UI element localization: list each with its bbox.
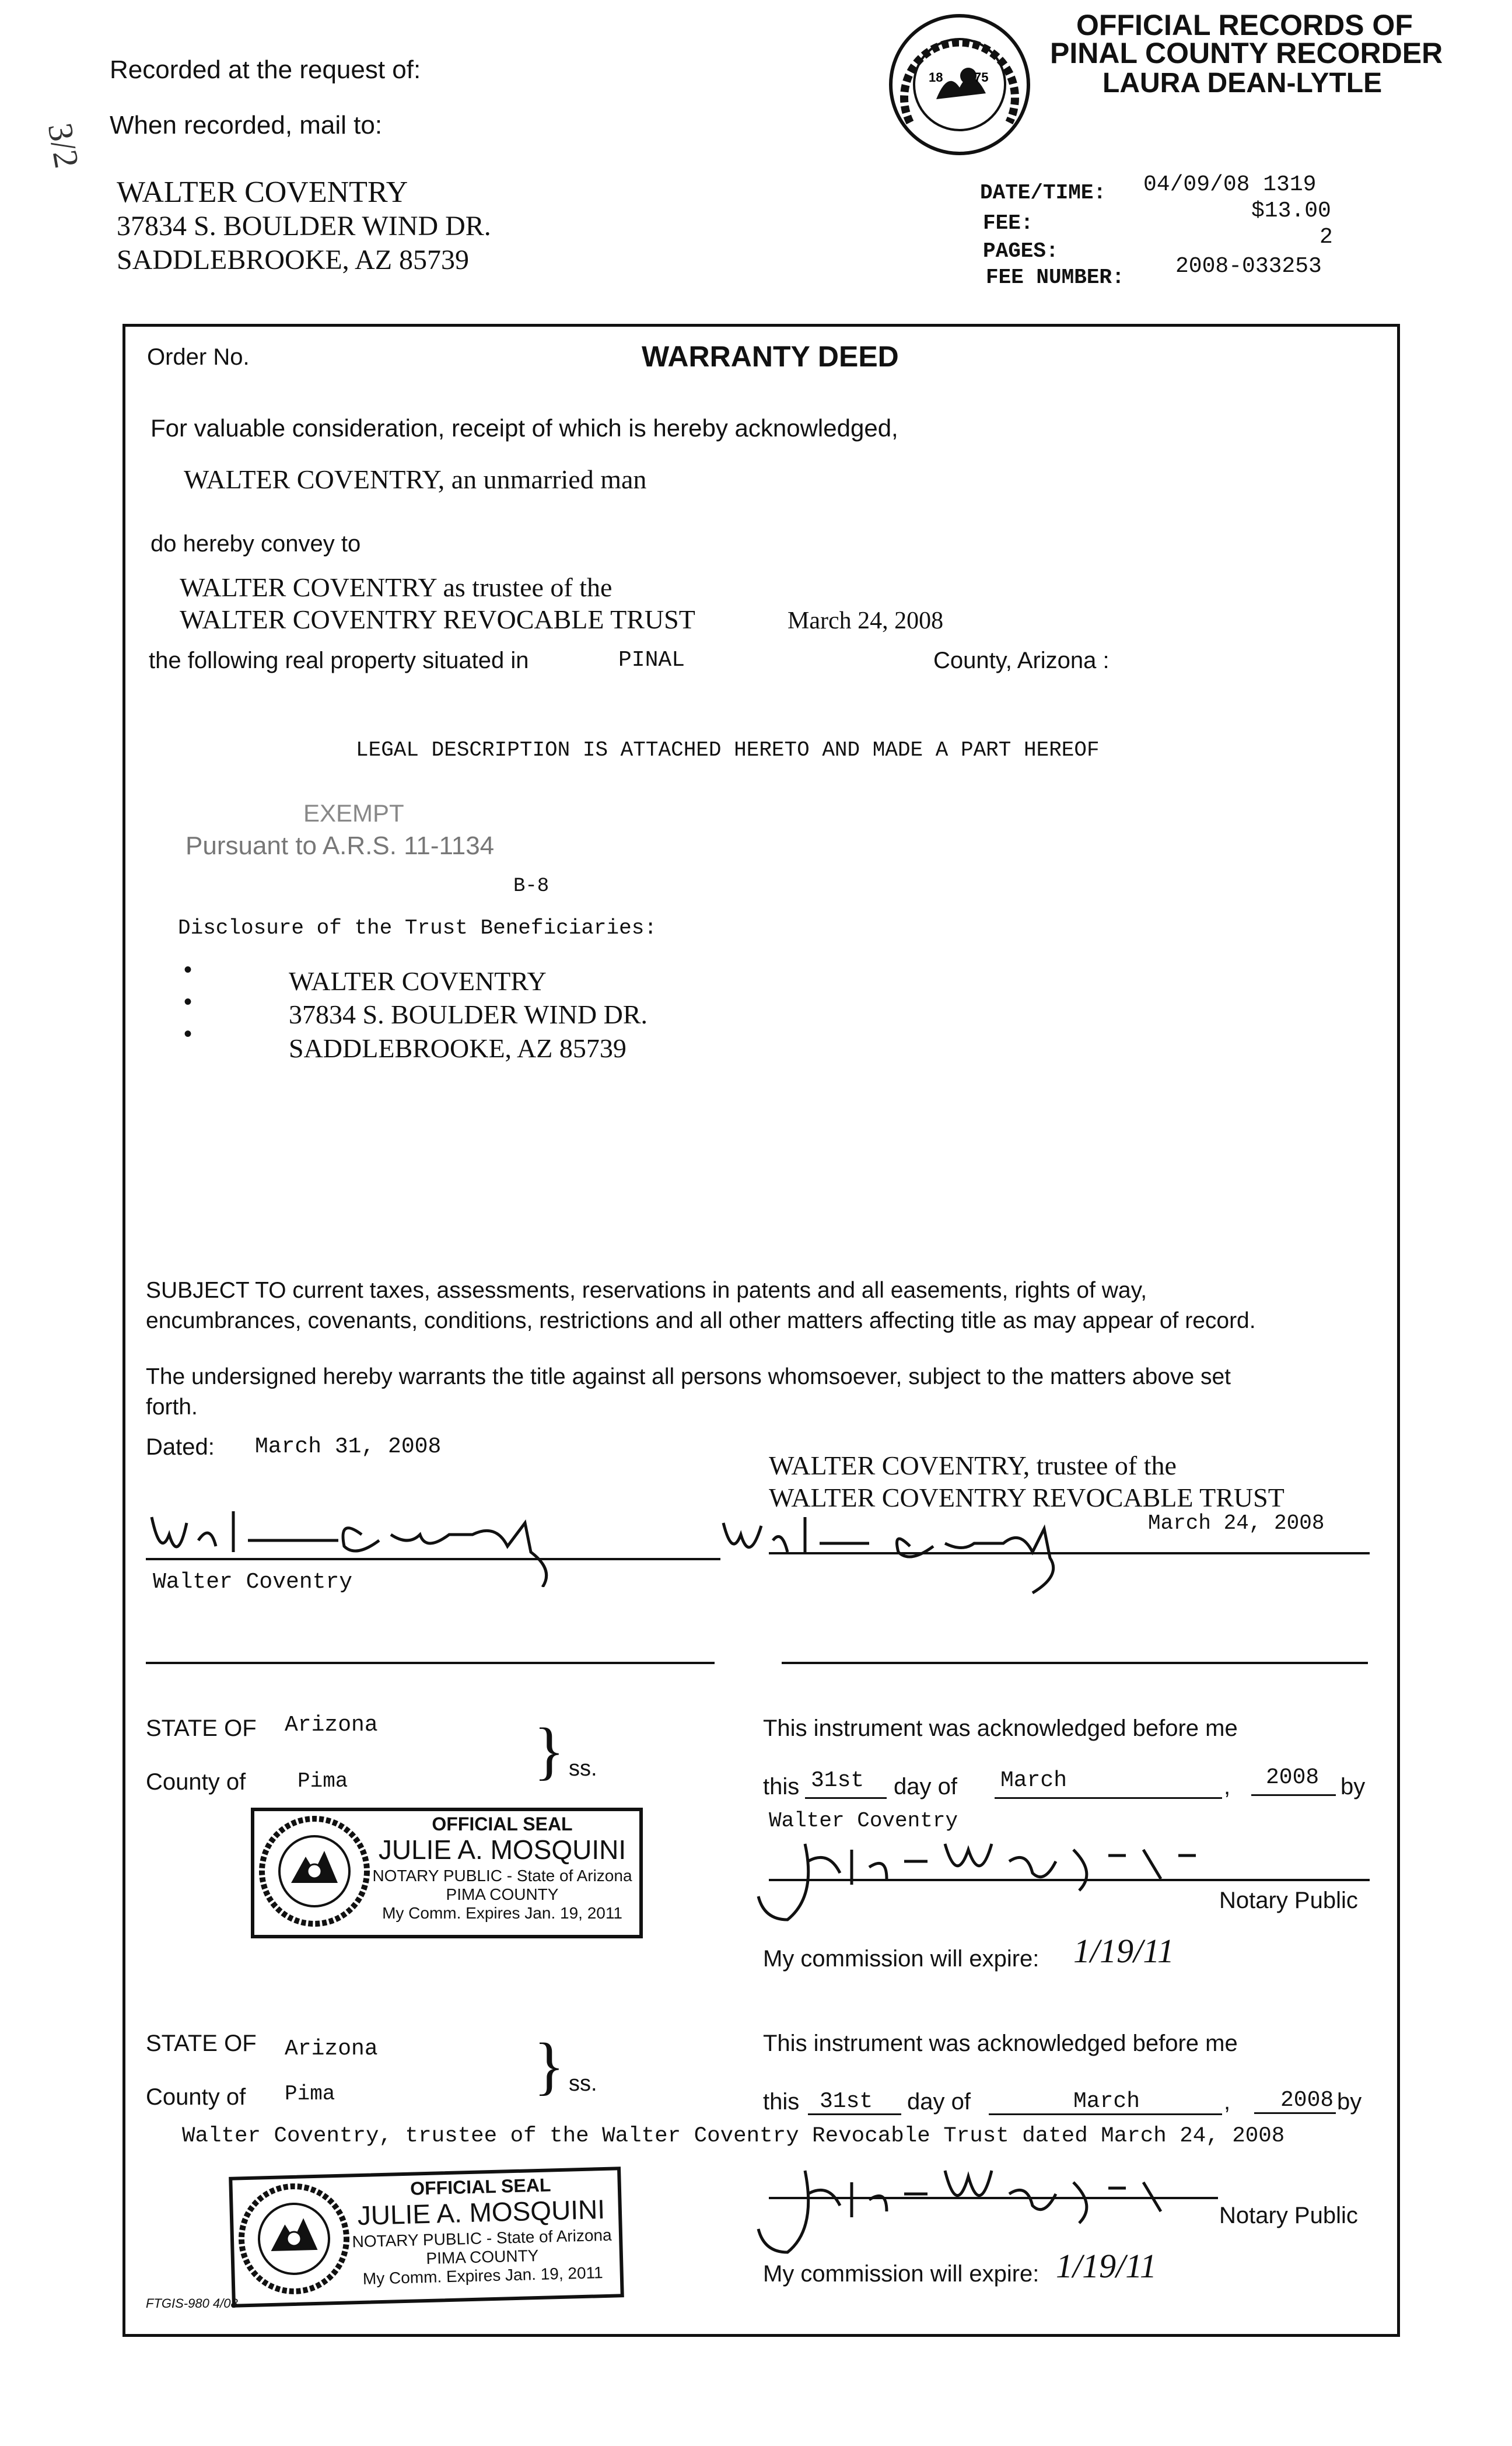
recorder-line1: OFFICIAL RECORDS OF	[1076, 9, 1413, 41]
date-time-value: 04/09/08 1319	[1143, 172, 1317, 197]
notary2-signature-line	[769, 2197, 1218, 2199]
exempt-stamp-line1: EXEMPT	[303, 799, 404, 827]
notary1-ss: ss.	[569, 1756, 597, 1781]
notary1-by-name: Walter Coventry	[769, 1809, 958, 1833]
notary1-county-label: County of	[146, 1769, 246, 1795]
notary2-expire-label: My commission will expire:	[763, 2261, 1040, 2287]
notary2-comma: ,	[1224, 2089, 1231, 2115]
notary2-year-blank	[1254, 2112, 1336, 2114]
pages-value: 2	[1320, 225, 1333, 250]
notary2-state-label: STATE OF	[146, 2031, 257, 2056]
notary1-seal-line3: NOTARY PUBLIC - State of Arizona	[372, 1867, 632, 1885]
notary1-state-label: STATE OF	[146, 1715, 257, 1741]
handwritten-margin-note: 3/2	[40, 120, 86, 171]
convey-text: do hereby convey to	[150, 531, 361, 557]
grantee-line1: WALTER COVENTRY as trustee of the	[180, 572, 612, 602]
notary2-brace: }	[534, 2030, 565, 2101]
notary2-notary-public: Notary Public	[1219, 2203, 1358, 2228]
mail-name: WALTER COVENTRY	[117, 176, 408, 209]
notary2-expire-value: 1/19/11	[1056, 2247, 1157, 2285]
trustee-signature	[718, 1511, 1126, 1599]
notary1-seal-line4: PIMA COUNTY	[446, 1885, 559, 1903]
notary1-ack: This instrument was acknowledged before me	[763, 1715, 1238, 1741]
notary1-seal-name: JULIE A. MOSQUINI	[378, 1834, 626, 1865]
notary2-this-label: this	[763, 2089, 800, 2115]
notary1-day-value: 31st	[811, 1768, 864, 1793]
grantor-signer-name: Walter Coventry	[153, 1570, 353, 1595]
svg-text:18: 18	[929, 70, 943, 85]
notary2-day-value: 31st	[820, 2089, 873, 2114]
exempt-stamp-line2: Pursuant to A.R.S. 11-1134	[186, 831, 495, 860]
notary1-seal-stamp	[251, 1808, 643, 1938]
fee-label: FEE:	[983, 211, 1034, 235]
subject-to-line2: encumbrances, covenants, conditions, restrictions and all other matters affecting title as may appear of record.	[146, 1308, 1256, 1333]
date-time-label: DATE/TIME:	[980, 181, 1107, 205]
notary2-seal-stamp	[229, 2167, 624, 2308]
notary1-comma: ,	[1224, 1774, 1231, 1799]
trustee-signature-line	[769, 1552, 1370, 1554]
mail-city: SADDLEBROOKE, AZ 85739	[117, 244, 470, 275]
recorder-line2: PINAL COUNTY RECORDER	[1050, 37, 1443, 69]
notary1-signature	[752, 1826, 1219, 1926]
notary2-signature	[752, 2147, 1219, 2258]
notary2-ack: This instrument was acknowledged before me	[763, 2031, 1238, 2056]
notary2-day-of: day of	[907, 2089, 971, 2115]
notary2-seal-name: JULIE A. MOSQUINI	[357, 2193, 606, 2231]
fee-number-value: 2008-033253	[1175, 254, 1322, 279]
consideration-text: For valuable consideration, receipt of which is hereby acknowledged,	[150, 414, 898, 442]
dated-value: March 31, 2008	[255, 1434, 442, 1459]
recorded-request-label: Recorded at the request of:	[110, 55, 421, 84]
bullet-1: •	[184, 957, 192, 983]
notary2-year-value: 2008	[1280, 2088, 1334, 2113]
subject-to-line1: SUBJECT TO current taxes, assessments, reservations in patents and all easements, rights of way,	[146, 1278, 1147, 1303]
notary1-this-label: this	[763, 1774, 800, 1799]
order-no-label: Order No.	[147, 344, 250, 370]
fee-value: $13.00	[1251, 198, 1331, 223]
notary1-county-value: Pima	[298, 1769, 348, 1793]
notary1-by-label: by	[1340, 1774, 1366, 1799]
trustee-line2: WALTER COVENTRY REVOCABLE TRUST	[769, 1483, 1284, 1512]
notary1-seal-title: OFFICIAL SEAL	[432, 1813, 573, 1834]
trustee-line1: WALTER COVENTRY, trustee of the	[769, 1451, 1177, 1480]
notary1-seal-line5: My Comm. Expires Jan. 19, 2011	[382, 1904, 622, 1922]
county-value: PINAL	[618, 648, 685, 673]
grantor-text: WALTER COVENTRY, an unmarried man	[184, 464, 647, 494]
fee-number-label: FEE NUMBER:	[986, 265, 1125, 289]
notary1-expire-value: 1/19/11	[1073, 1932, 1174, 1970]
notary1-day-blank	[805, 1797, 887, 1799]
beneficiary-city: SADDLEBROOKE, AZ 85739	[289, 1033, 626, 1063]
notary1-expire-label: My commission will expire:	[763, 1946, 1040, 1972]
bullet-2: •	[184, 989, 192, 1015]
exempt-code: B-8	[513, 875, 550, 897]
notary1-year-blank	[1251, 1794, 1336, 1796]
notary1-signature-line	[769, 1879, 1370, 1881]
deed-title: WARRANTY DEED	[642, 340, 899, 373]
notary2-seal-line4: PIMA COUNTY	[426, 2246, 539, 2268]
blank-signature-line-left	[146, 1662, 715, 1664]
notary1-brace: }	[534, 1715, 565, 1786]
pages-label: PAGES:	[983, 239, 1059, 263]
notary2-county-label: County of	[146, 2084, 246, 2110]
warrant-line1: The undersigned hereby warrants the title against all persons whomsoever, subject to the matters above set	[146, 1364, 1231, 1389]
notary2-day-blank	[808, 2113, 901, 2115]
grantor-signature-line	[146, 1558, 720, 1560]
notary2-seal-line5: My Comm. Expires Jan. 19, 2011	[362, 2263, 604, 2288]
notary2-arizona-seal-icon	[237, 2182, 351, 2295]
notary2-county-value: Pima	[285, 2082, 335, 2106]
notary1-year-value: 2008	[1266, 1765, 1320, 1790]
notary1-month-value: March	[1000, 1768, 1068, 1793]
notary2-month-value: March	[1073, 2089, 1140, 2114]
notary1-state-value: Arizona	[285, 1713, 378, 1738]
notary2-seal-title: OFFICIAL SEAL	[410, 2174, 551, 2199]
notary2-by-label: by	[1337, 2089, 1362, 2115]
trustee-date: March 24, 2008	[1148, 1511, 1325, 1535]
property-lead-text: the following real property situated in	[149, 648, 529, 673]
notary2-month-blank	[989, 2113, 1222, 2115]
notary1-notary-public: Notary Public	[1219, 1888, 1358, 1913]
mail-street: 37834 S. BOULDER WIND DR.	[117, 211, 491, 242]
recorder-line3: LAURA DEAN-LYTLE	[1102, 68, 1382, 99]
notary2-ss: ss.	[569, 2071, 597, 2096]
svg-text:75: 75	[974, 70, 989, 85]
notary1-day-of: day of	[894, 1774, 957, 1799]
beneficiary-name: WALTER COVENTRY	[289, 966, 547, 996]
bullet-3: •	[184, 1021, 192, 1047]
pinal-county-seal-icon	[887, 12, 1032, 158]
notary2-seal-line3: NOTARY PUBLIC - State of Arizona	[352, 2225, 612, 2251]
notary2-by-line: Walter Coventry, trustee of the Walter Coventry Revocable Trust dated March 24, 2008	[182, 2124, 1285, 2148]
form-code: FTGIS-980 4/08	[146, 2296, 238, 2311]
mail-to-label: When recorded, mail to:	[110, 111, 383, 139]
warrant-line2: forth.	[146, 1395, 198, 1420]
beneficiary-street: 37834 S. BOULDER WIND DR.	[289, 1000, 648, 1029]
legal-description-text: LEGAL DESCRIPTION IS ATTACHED HERETO AND MADE A PART HEREOF	[356, 738, 1100, 762]
notary1-arizona-seal-icon	[259, 1816, 370, 1927]
notary2-state-value: Arizona	[285, 2036, 378, 2061]
grantee-date: March 24, 2008	[788, 607, 944, 634]
disclosure-label: Disclosure of the Trust Beneficiaries:	[178, 916, 657, 940]
county-suffix: County, Arizona :	[933, 648, 1110, 673]
blank-signature-line-right	[782, 1662, 1368, 1664]
dated-label: Dated:	[146, 1434, 215, 1460]
notary1-month-blank	[995, 1797, 1222, 1799]
grantee-line2: WALTER COVENTRY REVOCABLE TRUST	[180, 604, 695, 634]
